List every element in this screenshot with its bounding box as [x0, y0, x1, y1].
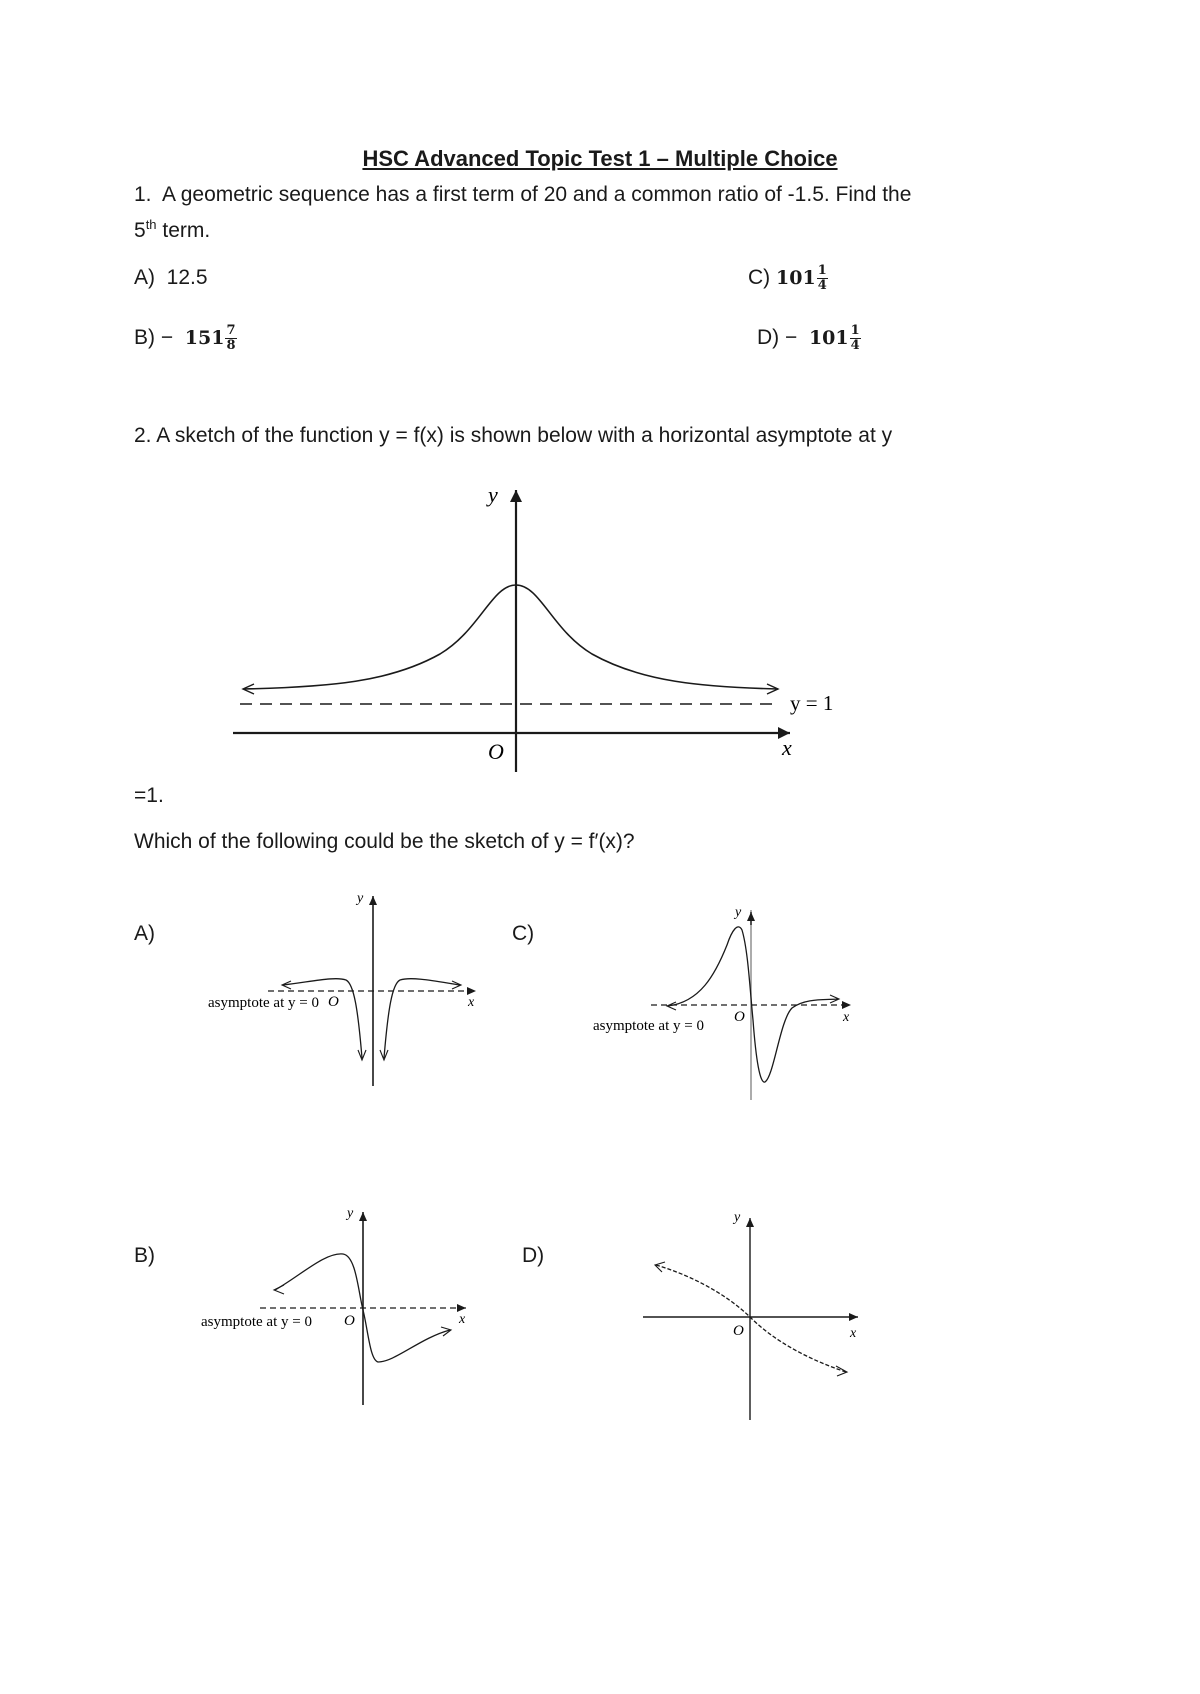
option-d-x-label: x: [850, 1326, 857, 1341]
q2-option-c-label: C): [512, 922, 535, 945]
q1-option-d-sign: −: [785, 326, 798, 349]
option-c-graph: [585, 895, 865, 1105]
q1-option-b-whole: 151: [184, 327, 225, 349]
option-b-graph: [195, 1200, 480, 1410]
main-x-label: x: [782, 735, 792, 760]
q1-option-a-label: A): [134, 266, 155, 289]
option-b-y-label: y: [347, 1206, 354, 1221]
main-asymptote-label: y = 1: [790, 691, 834, 715]
q1-option-d-whole: 101: [808, 327, 849, 349]
q1-fifth-number: 5: [134, 219, 146, 242]
main-curve: [244, 585, 778, 689]
option-b-asymptote-label: asymptote at y = 0: [201, 1314, 312, 1330]
q1-option-d-denominator: 4: [850, 337, 860, 353]
option-a-graph: [200, 880, 490, 1090]
q1-option-b-fraction: [225, 324, 236, 353]
option-c-x-label: x: [843, 1010, 850, 1025]
q1-option-b-denominator: 8: [226, 337, 236, 353]
option-d-y-label: y: [734, 1210, 741, 1225]
main-function-graph: [220, 478, 860, 778]
q1-option-a: [134, 262, 208, 294]
option-a-y-label: y: [357, 891, 364, 906]
q1-text-line1: [134, 179, 911, 211]
option-c-origin-label: O: [734, 1009, 745, 1025]
option-a-asymptote-label: asymptote at y = 0: [208, 995, 319, 1011]
option-a-origin-label: O: [328, 994, 339, 1010]
q2-text-continued: =1.: [134, 784, 164, 807]
q2-option-d-label: D): [522, 1244, 545, 1267]
main-origin-label: O: [488, 739, 504, 764]
q2-option-a-label: A): [134, 922, 155, 945]
q2-text: 2. A sketch of the function y = f(x) is shown below with a horizontal asymptote at y: [134, 424, 893, 447]
q1-option-c-denominator: 4: [817, 277, 827, 293]
q1-fifth-sup: th: [145, 217, 157, 232]
q1-option-c-whole: 101: [776, 267, 816, 289]
q1-option-d-numerator: 1: [850, 322, 860, 338]
q1-option-b: [134, 322, 237, 354]
q1-option-c-fraction: [817, 264, 828, 293]
q1-option-c: [748, 262, 828, 294]
main-y-label: y: [488, 482, 498, 507]
option-a-x-label: x: [468, 995, 475, 1010]
option-b-origin-label: O: [344, 1313, 355, 1329]
option-d-graph: [635, 1205, 865, 1425]
q1-text: A geometric sequence has a first term of 20 and a common ratio of -1.5. Find the: [162, 183, 912, 206]
q1-option-a-value: 12.5: [166, 266, 208, 289]
q2-option-b-label: B): [134, 1244, 155, 1267]
page-title: HSC Advanced Topic Test 1 – Multiple Choice: [362, 146, 838, 171]
q1-option-c-label: C): [748, 266, 771, 289]
q1-option-b-numerator: 7: [226, 322, 236, 338]
q1-number: 1.: [134, 183, 152, 206]
q1-option-d-label: D): [757, 326, 780, 349]
option-d-origin-label: O: [733, 1323, 744, 1339]
q1-option-c-numerator: 1: [817, 262, 827, 278]
q2-question: Which of the following could be the sketch of y = f′(x)?: [134, 830, 635, 853]
q1-option-d-fraction: [850, 324, 861, 353]
q1-option-d: [757, 322, 861, 354]
option-c-y-label: y: [735, 905, 742, 920]
q1-term-text: term.: [156, 219, 211, 242]
option-d-curve: [656, 1265, 846, 1372]
q1-option-b-label: B): [134, 326, 155, 349]
option-c-asymptote-label: asymptote at y = 0: [593, 1018, 704, 1034]
q1-option-b-sign: −: [160, 326, 174, 349]
option-b-x-label: x: [459, 1312, 466, 1327]
q1-text-line2: [134, 209, 210, 247]
